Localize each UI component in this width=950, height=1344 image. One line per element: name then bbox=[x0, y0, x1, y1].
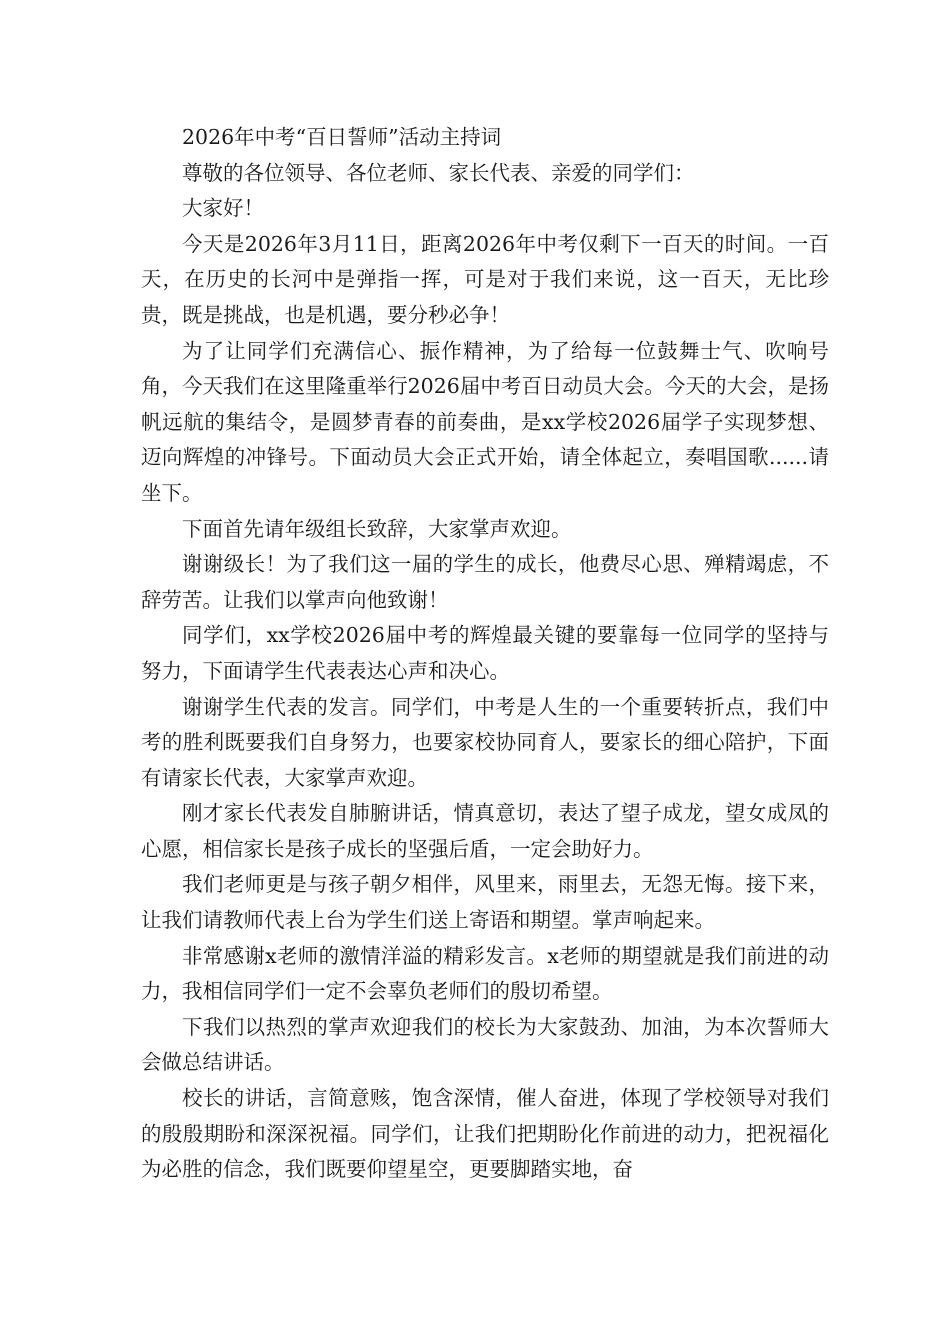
paragraph-parent-rep-intro: 谢谢学生代表的发言。同学们，中考是人生的一个重要转折点，我们中考的胜利既要我们自身努力，也要家校协同育人，要家长的细心陪护，下面有请家长代表，大家掌声欢迎。 bbox=[141, 694, 829, 790]
paragraph-grade-leader-intro: 下面首先请年级组长致辞，大家掌声欢迎。 bbox=[182, 516, 572, 541]
paragraph-teacher-rep-intro: 我们老师更是与孩子朝夕相伴，风里来，雨里去，无怨无悔。接下来，让我们请教师代表上台为学生们送上寄语和期望。掌声响起来。 bbox=[141, 872, 829, 933]
paragraph-ceremony-start: 为了让同学们充满信心、振作精神，为了给每一位鼓舞士气、吹响号角，今天我们在这里隆重举行2026届中考百日动员大会。今天的大会，是扬帆远航的集结令，是圆梦青春的前奏曲，是xx学校2026届学子实现梦想、迈向辉煌的冲锋号。下面动员大会正式开始，请全体起立，奏唱国歌......请坐下。 bbox=[141, 338, 829, 505]
paragraph-student-rep-intro: 同学们，xx学校2026届中考的辉煌最关键的要靠每一位同学的坚持与努力，下面请学生代表表达心声和决心。 bbox=[141, 623, 829, 683]
paragraph-principal-thanks: 校长的讲话，言简意赅，饱含深情，催人奋进，体现了学校领导对我们的殷殷期盼和深深祝福。同学们，让我们把期盼化作前进的动力，把祝福化为必胜的信念，我们既要仰望星空，更要脚踏实地，奋 bbox=[141, 1086, 829, 1182]
paragraph-grade-leader-thanks: 谢谢级长！为了我们这一届的学生的成长，他费尽心思、殚精竭虑，不辞劳苦。让我们以掌声向他致谢！ bbox=[141, 552, 829, 612]
document-title: 2026年中考“百日誓师”活动主持词 bbox=[182, 125, 502, 149]
paragraph-principal-intro: 下我们以热烈的掌声欢迎我们的校长为大家鼓劲、加油，为本次誓师大会做总结讲话。 bbox=[141, 1014, 829, 1075]
paragraph-greeting: 大家好！ bbox=[182, 196, 264, 221]
document-body bbox=[141, 120, 829, 1188]
paragraph-salutation: 尊敬的各位领导、各位老师、家长代表、亲爱的同学们： bbox=[182, 160, 695, 185]
paragraph-parent-rep-thanks: 刚才家长代表发自肺腑讲话，情真意切，表达了望子成龙，望女成凤的心愿，相信家长是孩子成长的坚强后盾，一定会助好力。 bbox=[141, 801, 829, 861]
paragraph-opening: 今天是2026年3月11日，距离2026年中考仅剩下一百天的时间。一百天，在历史的长河中是弹指一挥，可是对于我们来说，这一百天，无比珍贵，既是挑战，也是机遇，要分秒必争！ bbox=[141, 231, 829, 327]
paragraph-teacher-rep-thanks: 非常感谢x老师的激情洋溢的精彩发言。x老师的期望就是我们前进的动力，我相信同学们一定不会辜负老师们的殷切希望。 bbox=[141, 943, 829, 1004]
